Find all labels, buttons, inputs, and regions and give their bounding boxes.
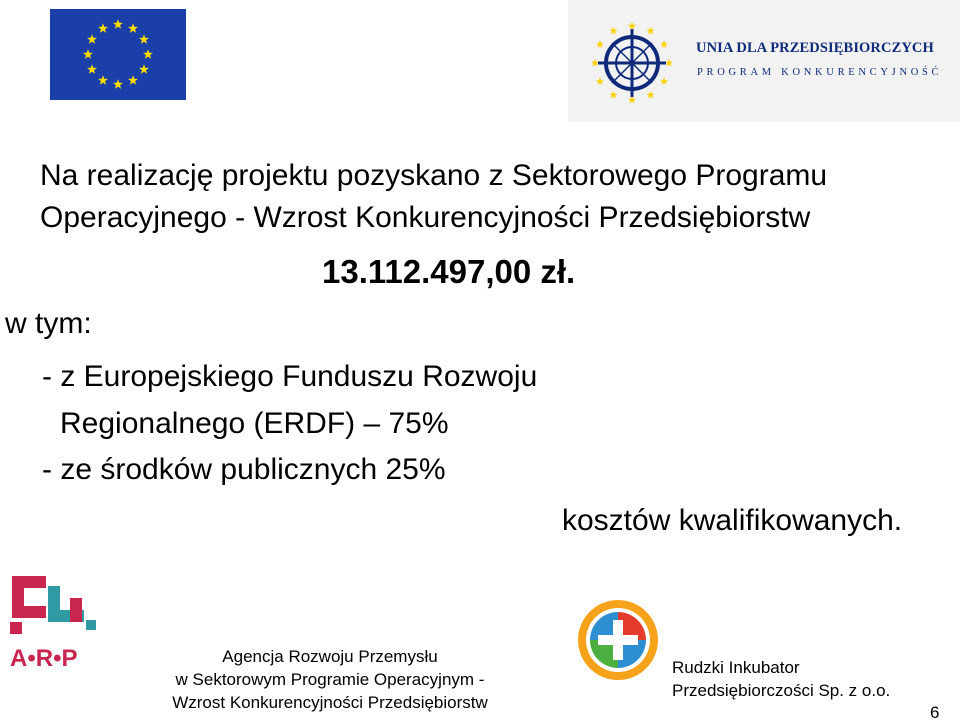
rip-info-line: Przedsiębiorczości Sp. z o.o. [672, 681, 891, 700]
costs-note: kosztów kwalifikowanych. [562, 504, 903, 537]
arp-info-line: Wzrost Konkurencyjności Przedsiębiorstw [172, 693, 488, 712]
breakdown-item-public: - ze środków publicznych 25% [42, 453, 446, 486]
star-icon [647, 27, 655, 35]
rip-info-line: Rudzki Inkubator [672, 658, 800, 677]
arp-info-line: Agencja Rozwoju Przemysłu [222, 647, 438, 666]
breakdown-item-erdf: - z Europejskiego Funduszu Rozwoju [42, 360, 538, 393]
arp-info-line: w Sektorowym Programie Operacyjnym - [175, 670, 485, 689]
arp-info [120, 645, 540, 714]
breakdown-item-erdf-cont: Regionalnego (ERDF) – 75% [60, 407, 449, 440]
star-icon [628, 22, 636, 30]
star-icon [610, 27, 618, 35]
udp-title: UNIA DLA PRZEDSIĘBIORCZYCH [696, 40, 934, 56]
rip-logo-icon [576, 598, 660, 682]
star-icon [596, 40, 604, 48]
star-icon [592, 59, 599, 67]
breakdown-label: w tym: [5, 307, 92, 340]
star-icon [665, 59, 672, 67]
star-icon [660, 40, 668, 48]
arp-logo-text: A•R•P [10, 645, 78, 672]
total-amount: 13.112.497,00 zł. [322, 253, 576, 290]
eu-flag-icon [50, 9, 186, 100]
udp-compass-icon [592, 20, 672, 106]
udp-subtitle: PROGRAM KONKURENCYJNOŚĆ [697, 67, 943, 78]
star-icon [610, 91, 618, 99]
page-number: 6 [930, 703, 940, 722]
intro-line-2: Operacyjnego - Wzrost Konkurencyjności Przedsiębiorstw [40, 201, 811, 234]
star-icon [596, 77, 604, 85]
star-icon [647, 91, 655, 99]
intro-line-1: Na realizację projektu pozyskano z Sektorowego Programu [40, 159, 828, 192]
rip-info [672, 656, 890, 702]
star-icon [660, 77, 668, 85]
